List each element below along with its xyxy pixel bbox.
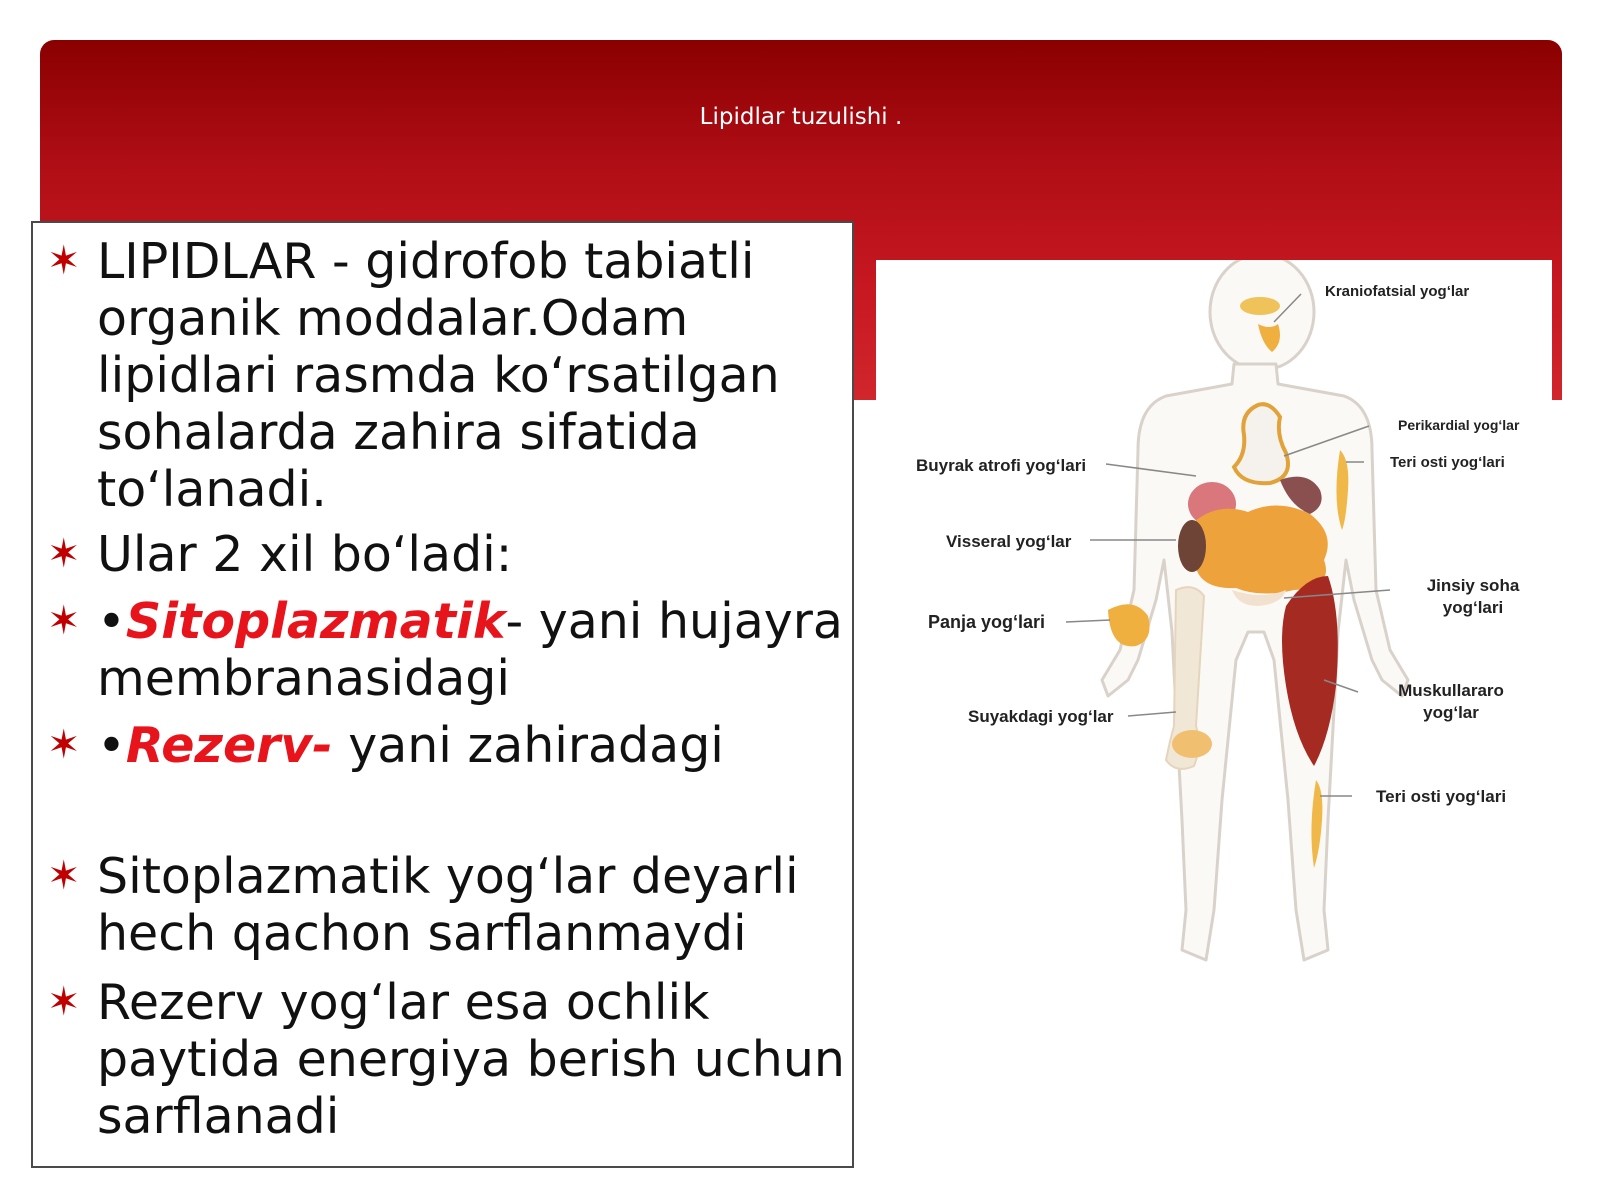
asterisk-icon: ✶ [47, 979, 81, 1025]
bullet-dot: • [97, 593, 126, 650]
bullet-list [33, 223, 852, 1145]
bullet-item: ✶ •Rezerv- yani zahiradagi [47, 717, 724, 774]
body-fat-figure [876, 260, 1552, 992]
bullet-item: ✶ LIPIDLAR - gidrofob tabiatli organik moddalar.Odam lipidlari rasmda ko‘rsatilgan sohalarda zahira sifatida to‘lanadi. [47, 233, 780, 518]
bullet-item: ✶ Rezerv yog‘lar esa ochlik paytida energiya berish uchun sarflanadi [47, 974, 845, 1145]
label-muskul-2: yog‘lar [1423, 703, 1479, 722]
asterisk-icon: ✶ [47, 722, 81, 768]
term-sitoplazmatik: Sitoplazmatik [125, 593, 506, 650]
asterisk-icon: ✶ [47, 531, 81, 577]
slide-title: Lipidlar tuzulishi . [699, 104, 903, 130]
bullet-item: ✶ Sitoplazmatik yog‘lar deyarli hech qachon sarflanmaydi [47, 848, 799, 962]
label-teri-osti-upper: Teri osti yog‘lari [1390, 454, 1505, 471]
asterisk-icon: ✶ [47, 598, 81, 644]
visceral-dark [1178, 520, 1206, 572]
text-panel [31, 221, 854, 1168]
hand-fat [1108, 604, 1150, 646]
label-buyrak: Buyrak atrofi yog‘lari [916, 456, 1087, 475]
label-visseral: Visseral yog‘lar [946, 532, 1072, 551]
term-rezerv: Rezerv- [125, 717, 333, 774]
body-outline [1102, 260, 1408, 960]
label-jinsiy-2: yog‘lari [1442, 598, 1504, 617]
asterisk-icon: ✶ [47, 238, 81, 284]
bone-marrow-knee [1172, 730, 1212, 758]
label-perikardial: Perikardial yog‘lar [1398, 417, 1520, 433]
bullet-item: ✶ •Sitoplazmatik- yani hujayra membranasidagi [47, 593, 843, 707]
label-panja: Panja yog‘lari [928, 612, 1046, 632]
label-jinsiy-1: Jinsiy soha [1426, 576, 1520, 595]
label-suyak: Suyakdagi yog‘lar [968, 707, 1114, 726]
label-teri-osti-lower: Teri osti yog‘lari [1376, 787, 1507, 806]
face-fat [1240, 297, 1280, 315]
bullet-dot: • [97, 717, 126, 774]
asterisk-icon: ✶ [47, 853, 81, 899]
label-kraniofatsial: Kraniofatsial yog‘lar [1325, 283, 1470, 300]
label-muskul-1: Muskullararo [1398, 681, 1504, 700]
bullet-item: ✶ Ular 2 xil bo‘ladi: [47, 526, 513, 583]
body-fat-diagram [876, 260, 1552, 992]
